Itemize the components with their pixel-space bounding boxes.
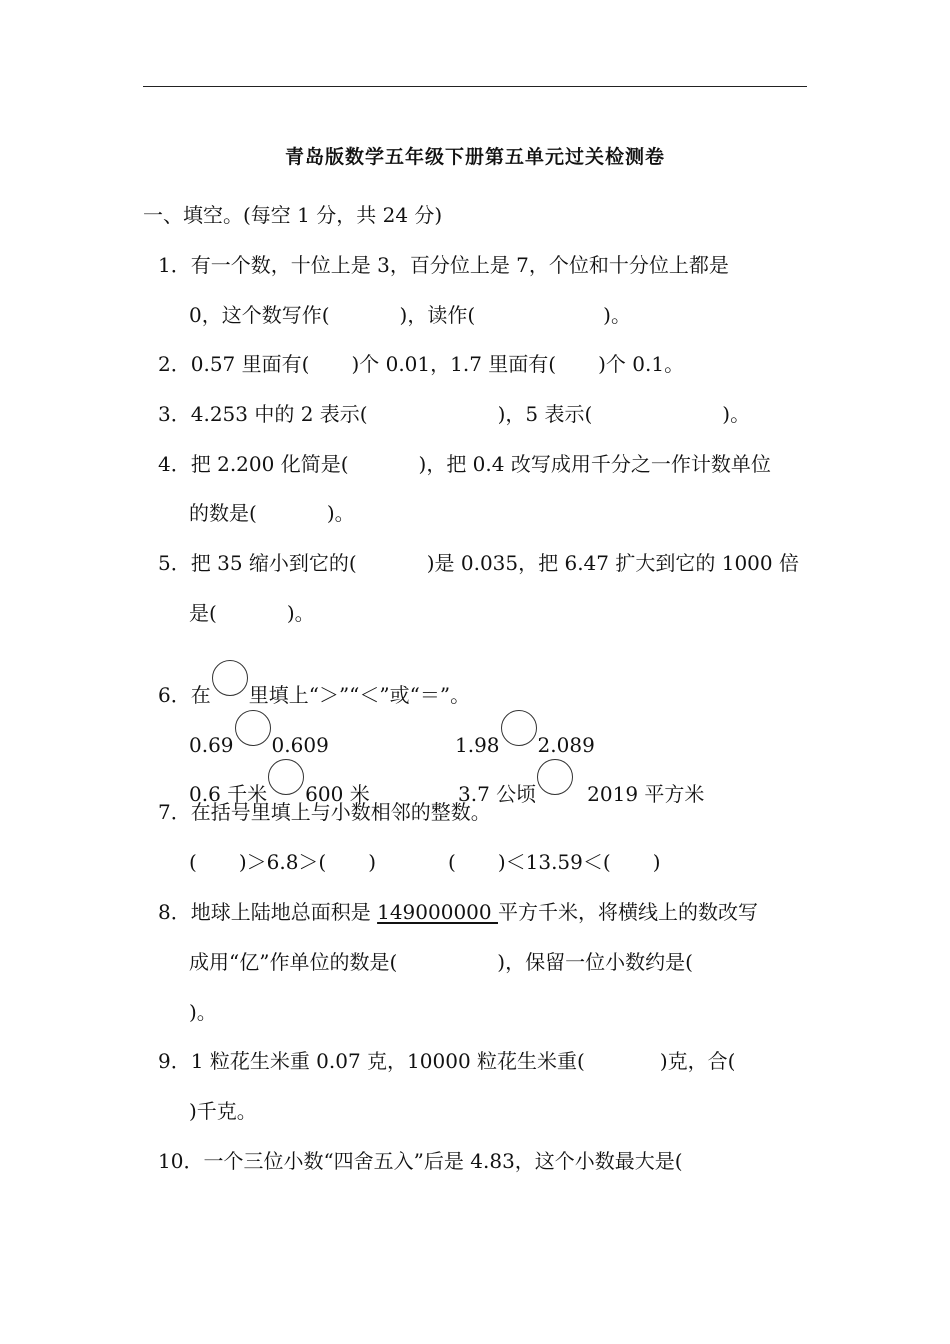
question-9-line-2: )千克。	[189, 1099, 257, 1123]
q6-text-pre: 在	[190, 683, 211, 707]
header-rule	[143, 86, 807, 87]
q1-text-b: )，读作(	[399, 303, 476, 327]
question-1-line-2	[189, 303, 631, 327]
q2-text-a: 0.57 里面有(	[190, 352, 310, 376]
q5-text-b: )是 0.035，把 6.47 扩大到它的 1000 倍	[426, 551, 799, 575]
paren-close: )	[368, 850, 377, 874]
q5-text-d: )。	[286, 601, 315, 625]
question-8-line-1	[158, 900, 758, 924]
expression-middle: )＞6.8＞(	[238, 850, 327, 874]
compare-pair-3	[189, 759, 370, 806]
q1-text-c: )。	[603, 303, 631, 327]
q5-number: 5．	[158, 551, 191, 575]
q7-expression-1	[189, 850, 376, 874]
compare-left: 3.7 公顷	[458, 782, 537, 806]
expression-middle: )＜13.59＜(	[497, 850, 611, 874]
q10-text: 一个三位小数“四舍五入”后是 4.83，这个小数最大是(	[203, 1149, 683, 1173]
question-4-line-1	[158, 452, 771, 476]
comparison-circle[interactable]	[235, 710, 271, 746]
q7-expression-2	[448, 850, 661, 874]
question-8-line-3: )。	[189, 1000, 217, 1024]
question-9-line-1	[158, 1049, 735, 1073]
q3-text-a: 4.253 中的 2 表示(	[190, 402, 368, 426]
q9-text-b: )克，合(	[659, 1049, 736, 1073]
q2-number: 2．	[158, 352, 191, 376]
q3-text-b: )，5 表示(	[497, 402, 593, 426]
paren-open: (	[189, 850, 197, 874]
comparison-circle[interactable]	[268, 759, 304, 795]
compare-left: 0.69	[189, 733, 234, 757]
q10-number: 10．	[158, 1149, 204, 1173]
q8-text-c: 成用“亿”作单位的数是(	[189, 950, 398, 974]
q7-number: 7．	[158, 800, 191, 824]
section-heading: 一、填空。(每空 1 分，共 24 分)	[143, 203, 443, 227]
question-8-line-2	[189, 950, 693, 974]
q4-text-a: 把 2.200 化简是(	[190, 452, 349, 476]
q1-text: 有一个数，十位上是 3，百分位上是 7，个位和十分位上都是	[190, 253, 729, 277]
comparison-circle[interactable]	[501, 710, 537, 746]
q3-text-c: )。	[722, 402, 751, 426]
question-7	[158, 800, 491, 824]
q4-text-b: )，把 0.4 改写成用千分之一作计数单位	[418, 452, 771, 476]
paren-open: (	[448, 850, 456, 874]
compare-left: 1.98	[455, 733, 500, 757]
compare-pair-2	[455, 710, 595, 757]
q4-text-d: )。	[326, 501, 355, 525]
compare-right: 2.089	[537, 733, 595, 757]
q1-text-a: 0，这个数写作(	[189, 303, 330, 327]
q4-number: 4．	[158, 452, 191, 476]
comparison-circle[interactable]	[212, 660, 248, 696]
q5-text-c: 是(	[189, 601, 217, 625]
q5-text-a: 把 35 缩小到它的(	[190, 551, 357, 575]
compare-right: 2019 平方米	[587, 782, 705, 806]
question-1-line-1	[158, 253, 729, 277]
compare-right: 600 米	[305, 782, 370, 806]
question-6	[158, 660, 470, 707]
q8-number: 8．	[158, 900, 191, 924]
question-5-line-1	[158, 551, 799, 575]
q9-number: 9．	[158, 1049, 191, 1073]
question-3	[158, 402, 750, 426]
q3-number: 3．	[158, 402, 191, 426]
comparison-circle[interactable]	[537, 759, 573, 795]
q1-number: 1．	[158, 253, 191, 277]
q7-text: 在括号里填上与小数相邻的整数。	[190, 800, 491, 824]
question-4-line-2	[189, 501, 355, 525]
q9-text-a: 1 粒花生米重 0.07 克，10000 粒花生米重(	[190, 1049, 585, 1073]
compare-pair-1	[189, 710, 329, 757]
q4-text-c: 的数是(	[189, 501, 257, 525]
q8-text-a: 地球上陆地总面积是	[190, 900, 378, 924]
question-2	[158, 352, 684, 376]
q8-text-d: )，保留一位小数约是(	[497, 950, 693, 974]
q6-number: 6．	[158, 683, 191, 707]
page-title: 青岛版数学五年级下册第五单元过关检测卷	[284, 146, 665, 168]
compare-pair-4	[458, 759, 704, 806]
paren-close: )	[652, 850, 661, 874]
underlined-number: 149000000	[377, 900, 498, 924]
q2-text-c: )个 0.1。	[598, 352, 685, 376]
question-10	[158, 1149, 683, 1173]
q6-text-post: 里填上“＞”“＜”或“＝”。	[248, 683, 471, 707]
compare-left: 0.6 千米	[189, 782, 268, 806]
q2-text-b: )个 0.01，1.7 里面有(	[351, 352, 557, 376]
compare-right: 0.609	[271, 733, 329, 757]
q8-text-b: 平方千米，将横线上的数改写	[497, 900, 758, 924]
question-5-line-2	[189, 601, 315, 625]
